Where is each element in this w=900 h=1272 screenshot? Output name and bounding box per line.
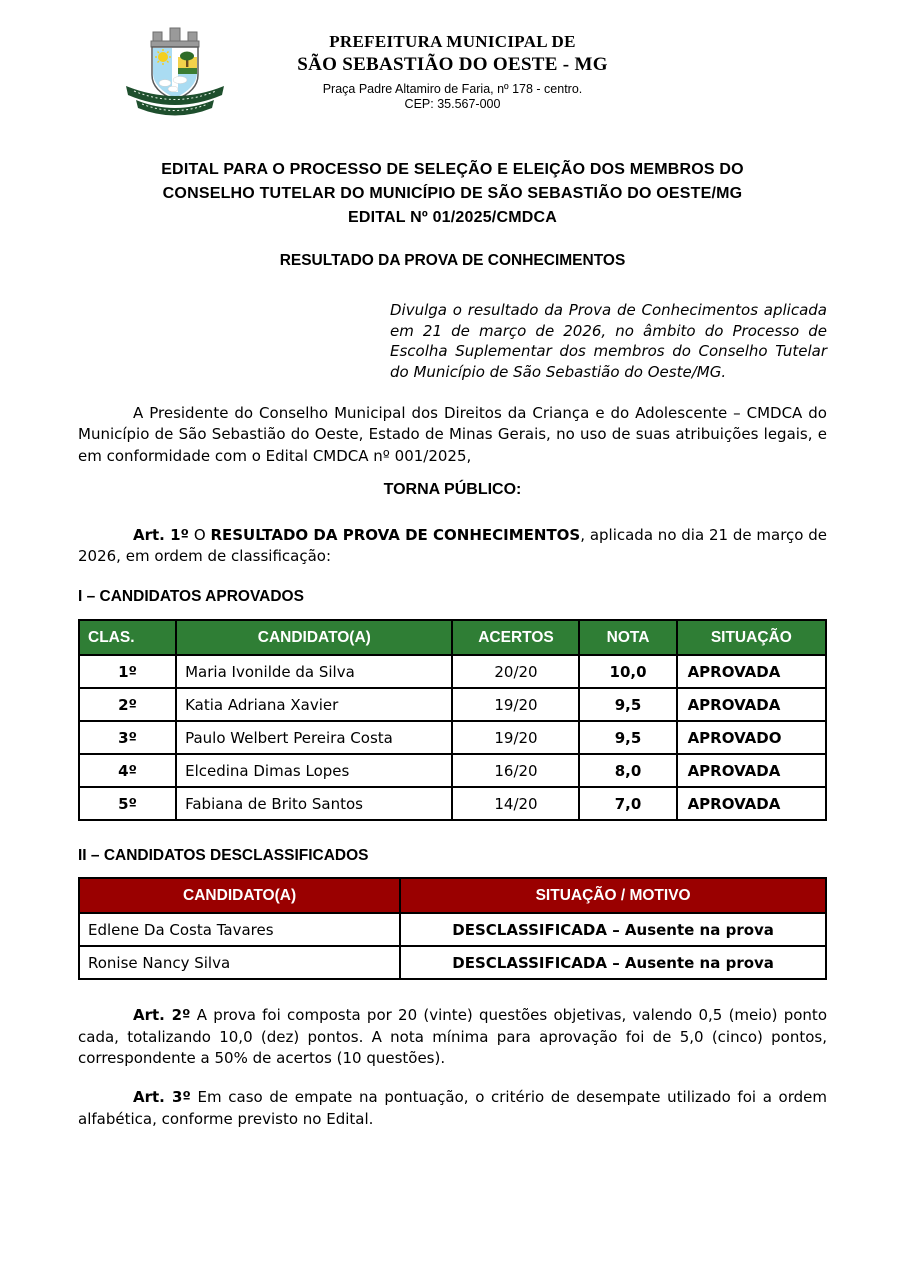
cell-acertos: 19/20 bbox=[452, 721, 579, 754]
table-row bbox=[79, 688, 826, 721]
torna-publico-heading: TORNA PÚBLICO: bbox=[383, 480, 522, 498]
title-line2: CONSELHO TUTELAR DO MUNICÍPIO DE SÃO SEBASTIÃO DO OESTE/MG bbox=[162, 185, 743, 202]
table-row bbox=[79, 946, 826, 979]
cell-candidate-name: Ronise Nancy Silva bbox=[79, 946, 400, 979]
table-row bbox=[79, 913, 826, 946]
approved-table-header-row bbox=[79, 620, 826, 655]
col-header-candidato: CANDIDATO(A) bbox=[176, 620, 452, 655]
preamble-paragraph: A Presidente do Conselho Municipal dos Direitos da Criança e do Adolescente – CMDCA do Município de São Sebastião do Oeste, Estado de Minas Gerais, no uso de suas atribuições legais, e em conformidade com o Edital CMDCA nº 001/2025, bbox=[78, 404, 827, 465]
org-name-line1: PREFEITURA MUNICIPAL DE bbox=[329, 32, 576, 51]
cell-candidate-name: Elcedina Dimas Lopes bbox=[176, 754, 452, 787]
cell-situacao: APROVADA bbox=[677, 787, 826, 820]
org-address: Praça Padre Altamiro de Faria, nº 178 - centro. bbox=[322, 82, 583, 96]
cell-situacao: APROVADA bbox=[677, 754, 826, 787]
cell-acertos: 14/20 bbox=[452, 787, 579, 820]
col-header-acertos: ACERTOS bbox=[452, 620, 579, 655]
cell-nota: 8,0 bbox=[579, 754, 676, 787]
document-title bbox=[78, 158, 827, 230]
title-line1: EDITAL PARA O PROCESSO DE SELEÇÃO E ELEIÇÃO DOS MEMBROS DO bbox=[161, 161, 744, 178]
article-1-paragraph bbox=[78, 525, 827, 568]
section-approved-heading: I – CANDIDATOS APROVADOS bbox=[78, 588, 304, 606]
article-3-paragraph bbox=[78, 1087, 827, 1130]
section-disqualified-heading: II – CANDIDATOS DESCLASSIFICADOS bbox=[78, 847, 369, 865]
disqualified-table-header-row bbox=[79, 878, 826, 913]
coat-of-arms-logo bbox=[120, 26, 230, 122]
cell-candidate-name: Fabiana de Brito Santos bbox=[176, 787, 452, 820]
disqualified-candidates-table bbox=[78, 877, 827, 980]
cell-clas: 5º bbox=[79, 787, 176, 820]
cell-candidate-name: Edlene Da Costa Tavares bbox=[79, 913, 400, 946]
cell-candidate-name: Maria Ivonilde da Silva bbox=[176, 655, 452, 688]
org-name-line2: SÃO SEBASTIÃO DO OESTE - MG bbox=[297, 54, 608, 75]
table-row bbox=[79, 787, 826, 820]
cell-situacao: APROVADA bbox=[677, 688, 826, 721]
col-header-nota: NOTA bbox=[579, 620, 676, 655]
article-1-label: Art. 1º bbox=[133, 525, 190, 544]
article-3-label: Art. 3º bbox=[133, 1088, 191, 1107]
cell-clas: 2º bbox=[79, 688, 176, 721]
article-2-label: Art. 2º bbox=[133, 1006, 191, 1025]
cell-motivo: DESCLASSIFICADA – Ausente na prova bbox=[400, 946, 826, 979]
cell-acertos: 19/20 bbox=[452, 688, 579, 721]
cell-situacao: APROVADA bbox=[677, 655, 826, 688]
cell-nota: 9,5 bbox=[579, 721, 676, 754]
cell-clas: 1º bbox=[79, 655, 176, 688]
col-header-situacao: SITUAÇÃO bbox=[677, 620, 826, 655]
table-row bbox=[79, 754, 826, 787]
org-cep: CEP: 35.567-000 bbox=[404, 97, 501, 111]
article-1-rest: , aplicada no dia 21 de março de 2026, em ordem de classificação: bbox=[78, 525, 828, 566]
title-line3: EDITAL Nº 01/2025/CMDCA bbox=[347, 209, 557, 226]
cell-motivo: DESCLASSIFICADA – Ausente na prova bbox=[400, 913, 826, 946]
cell-nota: 9,5 bbox=[579, 688, 676, 721]
document-subtitle: RESULTADO DA PROVA DE CONHECIMENTOS bbox=[279, 252, 626, 269]
cell-candidate-name: Paulo Welbert Pereira Costa bbox=[176, 721, 452, 754]
article-1-strong: RESULTADO DA PROVA DE CONHECIMENTOS bbox=[210, 525, 581, 544]
article-3-rest: Em caso de empate na pontuação, o critério de desempate utilizado foi a ordem alfabética, conforme previsto no Edital. bbox=[78, 1088, 827, 1128]
cell-nota: 7,0 bbox=[579, 787, 676, 820]
article-2-paragraph bbox=[78, 1005, 827, 1069]
cell-acertos: 16/20 bbox=[452, 754, 579, 787]
epigraph-paragraph: Divulga o resultado da Prova de Conhecimentos aplicada em 21 de março de 2026, no âmbito do Processo de Escolha Suplementar dos membros do Conselho Tutelar do Município de São Sebastião do Oeste/MG. bbox=[390, 301, 827, 381]
document-header bbox=[78, 26, 827, 124]
cell-nota: 10,0 bbox=[579, 655, 676, 688]
table-row bbox=[79, 721, 826, 754]
mural-crown-icon bbox=[151, 28, 199, 47]
col-header-clas: CLAS. bbox=[79, 620, 176, 655]
approved-candidates-table bbox=[78, 619, 827, 821]
cell-clas: 3º bbox=[79, 721, 176, 754]
col-header-situacao-motivo: SITUAÇÃO / MOTIVO bbox=[400, 878, 826, 913]
cell-clas: 4º bbox=[79, 754, 176, 787]
article-2-rest: A prova foi composta por 20 (vinte) questões objetivas, valendo 0,5 (meio) ponto cada, totalizando 10,0 (dez) pontos. A nota mínima para aprovação foi de 5,0 (cinco) pontos, correspondente a 50% de acertos (10 questões). bbox=[78, 1006, 827, 1068]
cell-acertos: 20/20 bbox=[452, 655, 579, 688]
article-1-mid: O bbox=[189, 525, 211, 544]
table-row bbox=[79, 655, 826, 688]
col-header-candidato: CANDIDATO(A) bbox=[79, 878, 400, 913]
cell-situacao: APROVADO bbox=[677, 721, 826, 754]
cell-candidate-name: Katia Adriana Xavier bbox=[176, 688, 452, 721]
